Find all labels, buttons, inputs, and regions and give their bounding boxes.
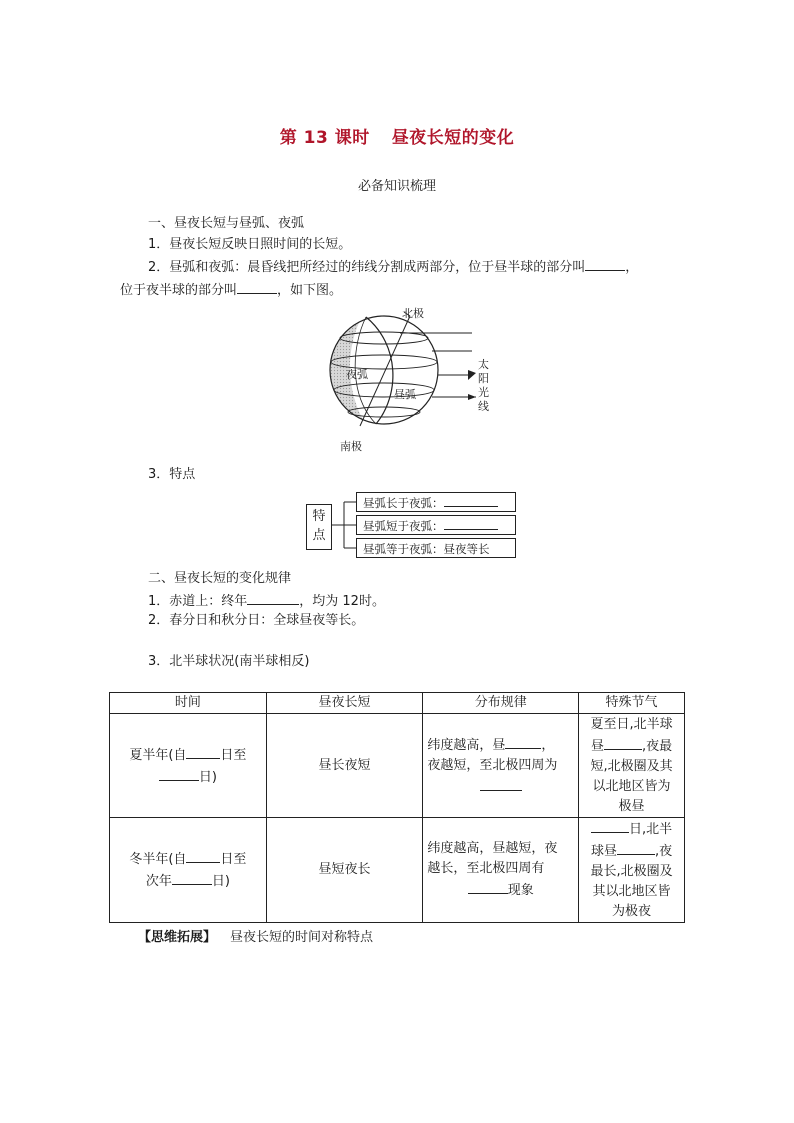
table-cell-length: 昼短夜长: [266, 818, 423, 923]
section2-item2: 2．春分日和秋分日：全球昼夜等长。: [148, 613, 365, 628]
section2-item3: 3．北半球状况(南半球相反): [148, 654, 310, 669]
section1-item3: 3．特点: [148, 467, 196, 482]
item2-text: 2．昼弧和夜弧：晨昏线把所经过的纬线分割成两部分，位于昼半球的部分叫: [148, 260, 586, 275]
day-arc-label: 昼弧: [394, 388, 416, 401]
answer-blank: [186, 744, 220, 759]
northern-hemisphere-table: [109, 692, 685, 923]
table-cell-length: 昼长夜短: [266, 714, 423, 818]
feature-day-longer: 昼弧长于夜弧：: [356, 492, 516, 512]
item2-comma: ，: [625, 260, 639, 275]
answer-blank: [237, 279, 277, 294]
night-arc-label: 夜弧: [346, 368, 368, 381]
item2-text3: ，如下图。: [277, 283, 343, 298]
answer-blank: [604, 735, 642, 750]
feature-equal: 昼弧等于夜弧：昼夜等长: [356, 538, 516, 558]
table-cell-time: 夏半年(自 日至 日): [110, 714, 267, 818]
sun-label-2: 阳: [478, 372, 489, 385]
table-header-row: [110, 693, 685, 714]
answer-blank: [186, 848, 220, 863]
table-cell-time: 冬半年(自 日至 次年 日): [110, 818, 267, 923]
answer-blank: [617, 840, 655, 855]
south-pole-label: 南极: [340, 440, 362, 453]
item2-text2: 位于夜半球的部分叫: [120, 283, 238, 298]
answer-blank: [591, 818, 629, 833]
feature-day-shorter: 昼弧短于夜弧：: [356, 515, 516, 535]
table-cell-special: 日,北半 球昼 ,夜 最长,北极圈及 其以北地区皆 为极夜: [579, 818, 685, 923]
answer-blank: [444, 493, 498, 507]
section1-item2-line2: [120, 279, 342, 301]
lesson-number: 第 13 课时: [279, 128, 370, 148]
thinking-extension: [138, 928, 373, 948]
section1-heading: 一、昼夜长短与昼弧、夜弧: [148, 216, 305, 231]
features-label: 特 点: [306, 504, 332, 550]
table-cell-special: 夏至日,北半球 昼 ,夜最 短,北极圈及其 以北地区皆为 极昼: [579, 714, 685, 818]
lesson-topic: 昼夜长短的变化: [391, 128, 515, 148]
answer-blank: [247, 590, 299, 605]
table-header: 时间: [110, 693, 267, 714]
answer-blank: [505, 734, 541, 749]
answer-blank: [172, 870, 212, 885]
sun-label-4: 线: [478, 400, 489, 413]
table-header: 特殊节气: [579, 693, 685, 714]
answer-blank: [159, 766, 199, 781]
answer-blank: [468, 879, 508, 894]
extension-tag: 【思维拓展】: [138, 930, 217, 945]
arrow-icon: [468, 370, 476, 380]
table-row: [110, 818, 685, 923]
table-row: [110, 714, 685, 818]
sun-label-1: 太: [478, 358, 489, 371]
section2-item1: 1．赤道上：终年 ，均为 12时。: [148, 590, 385, 612]
answer-blank: [444, 516, 498, 530]
arrow-icon: [468, 394, 476, 400]
globe-diagram: [300, 300, 510, 460]
sun-label-3: 光: [478, 386, 489, 399]
answer-blank: [585, 256, 625, 271]
section-subtitle: 必备知识梳理: [357, 179, 436, 194]
table-header: 昼夜长短: [266, 693, 423, 714]
extension-text: 昼夜长短的时间对称特点: [230, 930, 374, 945]
table-cell-distribution: 纬度越高，昼 ， 夜越短，至北极四周为: [423, 714, 579, 818]
table-cell-distribution: 纬度越高，昼越短，夜 越长，至北极四周有 现象: [423, 818, 579, 923]
table-header: 分布规律: [423, 693, 579, 714]
section1-item2-line1: [148, 256, 638, 278]
section1-item1: 1．昼夜长短反映日照时间的长短。: [148, 237, 352, 252]
section2-heading: 二、昼夜长短的变化规律: [148, 571, 292, 586]
north-pole-label: 北极: [402, 307, 424, 320]
answer-blank: [480, 776, 522, 791]
page-title: [0, 123, 794, 148]
